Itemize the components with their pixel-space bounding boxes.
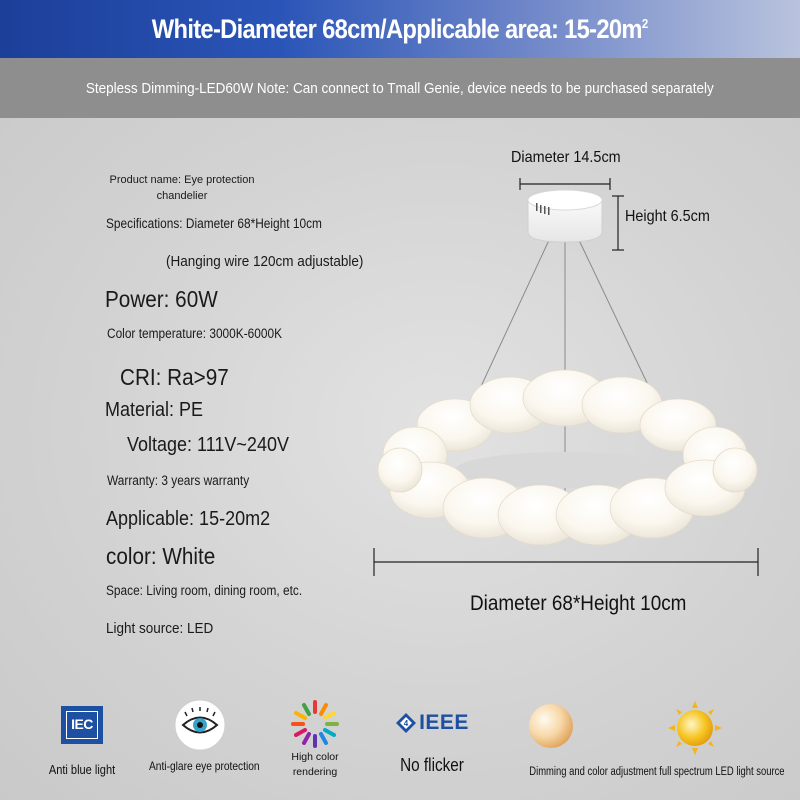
chandelier-illustration <box>360 170 780 600</box>
title-banner <box>0 0 800 58</box>
eye-icon <box>173 698 227 752</box>
spec-warranty: Warranty: 3 years warranty <box>107 473 250 488</box>
spec-specifications: Specifications: Diameter 68*Height 10cm <box>106 216 322 231</box>
iec-icon: IEC <box>61 706 103 744</box>
canopy-diameter-label: Diameter 14.5cm <box>511 149 621 166</box>
svg-text:4: 4 <box>403 719 409 728</box>
feature-label: No flicker <box>400 755 464 775</box>
note-banner <box>0 58 800 118</box>
spec-cri: CRI: Ra>97 <box>120 364 229 390</box>
spec-power: Power: 60W <box>105 286 218 312</box>
spec-space: Space: Living room, dining room, etc. <box>106 583 303 598</box>
cloud-ring <box>378 370 757 545</box>
spec-applicable: Applicable: 15-20m2 <box>106 508 271 530</box>
light-orb-icon <box>525 700 577 752</box>
feature-label: Anti blue light <box>48 762 116 777</box>
feature-label: Anti-glare eye protection <box>149 759 260 773</box>
spec-material: Material: PE <box>105 399 204 421</box>
lamp-size-label: Diameter 68*Height 10cm <box>470 592 687 615</box>
feature-label: High color rendering <box>291 751 339 778</box>
page-title: White-Diameter 68cm/Applicable area: $15-20m^2$ <box>152 13 648 44</box>
feature-anti-blue-light <box>40 700 124 778</box>
feature-no-flicker <box>384 706 480 773</box>
spec-hanging-wire: (Hanging wire 120cm adjustable) <box>166 253 364 270</box>
feature-anti-glare <box>140 698 260 774</box>
spec-color: color: White <box>106 543 216 569</box>
spec-light-source: Light source: LED <box>106 620 214 637</box>
spec-color-temperature: Color temperature: 3000K-6000K <box>107 326 283 341</box>
feature-high-color-rendering <box>280 698 350 780</box>
spec-voltage: Voltage: 111V~240V <box>127 434 289 456</box>
spec-product-name: Product name: Eye protection chandelier <box>109 174 255 202</box>
ceiling-canopy <box>528 190 602 242</box>
color-wheel-icon <box>289 698 341 750</box>
canopy-height-label: Height 6.5cm <box>625 208 710 225</box>
note-text: Stepless Dimming-LED60W Note: Can connect to Tmall Genie, device needs to be purchased separately <box>86 79 714 97</box>
sun-icon <box>667 700 723 756</box>
ieee-icon: 4 IEEE <box>384 706 480 740</box>
feature-label: Dimming and color adjustment full spectrum LED light source <box>529 766 785 778</box>
feature-full-spectrum <box>505 700 785 780</box>
